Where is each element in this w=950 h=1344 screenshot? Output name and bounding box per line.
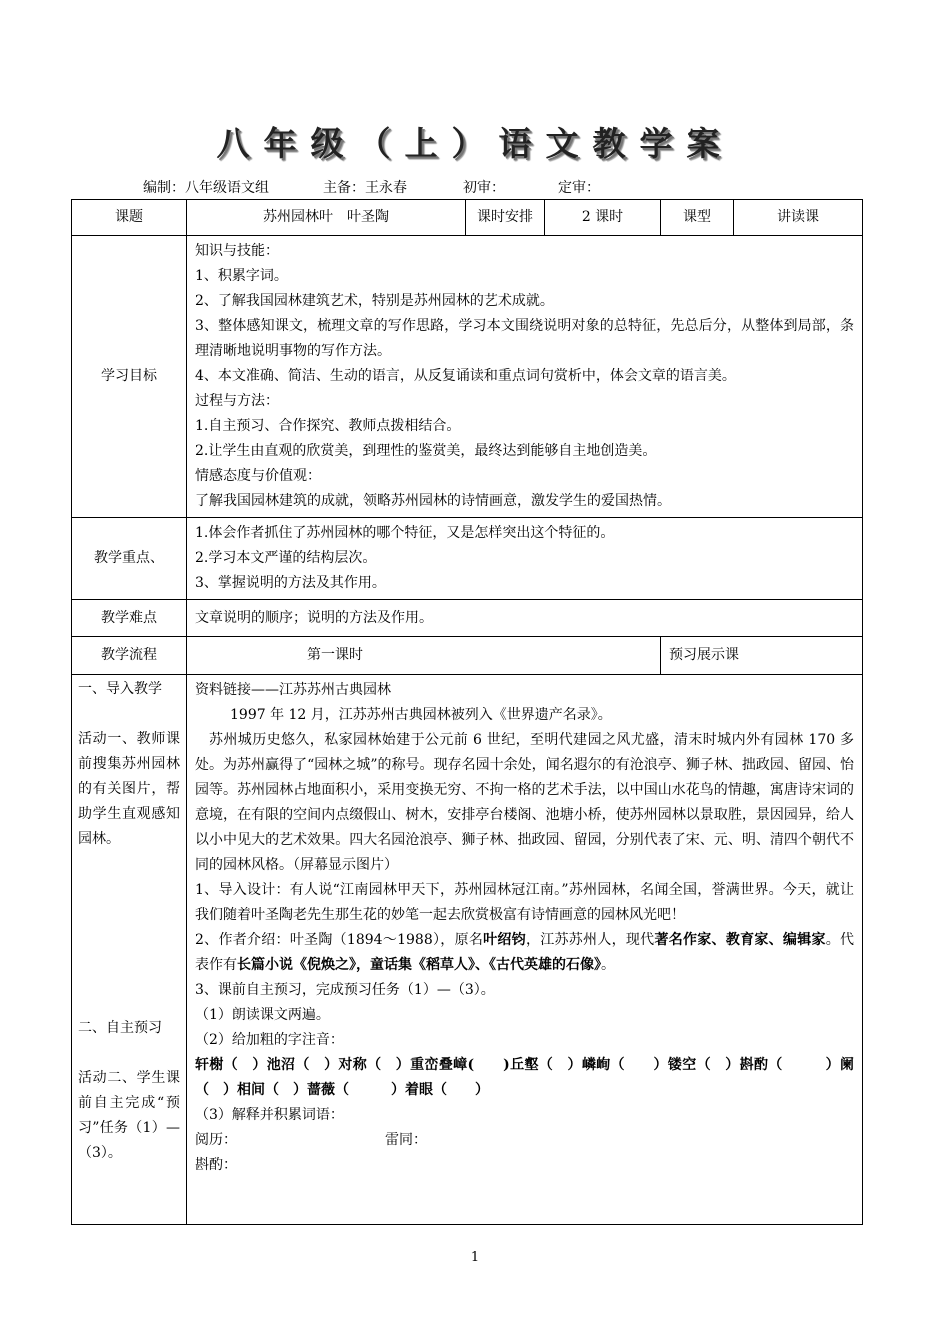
goals-line: 4、本文准确、简洁、生动的语言，从反复诵读和重点词句赏析中，体会文章的语言美。 <box>195 368 736 384</box>
row-difficulties <box>72 600 863 637</box>
flow-label: 教学流程 <box>72 637 187 675</box>
flow-session <box>187 637 661 675</box>
goals-content <box>187 236 863 518</box>
meta-editor: 编制：八年级语文组 <box>143 180 269 196</box>
goals-line: 2、了解我国园林建筑艺术，特别是苏州园林的艺术成就。 <box>195 293 554 309</box>
content-p7: （2）给加粗的字注音： <box>195 1032 344 1048</box>
hours-value: 2 课时 <box>545 200 661 236</box>
content-p9: （3）解释并积累词语： <box>195 1107 344 1123</box>
row-content <box>72 675 863 1225</box>
vocab-zhenzhuo: 斟酌： <box>195 1157 237 1173</box>
key-points-label: 教学重点、 <box>72 518 187 600</box>
goals-line: 1.自主预习、合作探究、教师点拨相结合。 <box>195 418 461 434</box>
meta-review2: 定审： <box>558 180 600 196</box>
content-p5: 3、课前自主预习，完成预习任务（1）—（3）。 <box>195 982 495 998</box>
row-goals <box>72 236 863 518</box>
row-topic <box>72 200 863 236</box>
goals-line: 知识与技能： <box>195 243 279 259</box>
link-title: 资料链接——江苏苏州古典园林 <box>195 682 391 698</box>
activity-one: 活动一、教师课前搜集苏州园林的有关图片，帮助学生直观感知园林。 <box>78 731 180 847</box>
row-key-points <box>72 518 863 600</box>
goals-line: 3、整体感知课文，梳理文章的写作思路，学习本文围绕说明对象的总特征，先总后分，从整体到局部，条理清晰地说明事物的写作方法。 <box>195 318 854 359</box>
flow-session-text: 第一课时 <box>307 647 363 663</box>
goals-line: 过程与方法： <box>195 393 279 409</box>
meta-review1: 初审： <box>463 180 505 196</box>
content-p1: 1997 年 12 月，江苏苏州古典园林被列入《世界遗产名录》。 <box>230 707 612 723</box>
type-label: 课型 <box>661 200 734 236</box>
row-flow <box>72 637 863 675</box>
topic-label: 课题 <box>72 200 187 236</box>
goals-line: 情感态度与价值观： <box>195 468 321 484</box>
difficulties-label: 教学难点 <box>72 600 187 637</box>
topic-value: 苏州园林叶 叶圣陶 <box>187 200 466 236</box>
page-title: 八年级（上）语文教学案 <box>216 124 734 163</box>
section-preview: 二、自主预习 <box>78 1020 162 1036</box>
content-p2: 苏州城历史悠久，私家园林始建于公元前 6 世纪，至明代建园之风尤盛，清末时城内外有园林 170 多处。为苏州赢得了“园林之城”的称号。现存名园十余处，闻名遐尔的有沧浪亭、狮子林、拙政园、留园、怡园等。苏州园林占地面积小，采用变换无穷、不拘一格的艺术手法，以中国山水花鸟的情趣，寓唐诗宋词的意境，在有限的空间内点缀假山、树木，安排亭台楼阁、池塘小桥，使苏州园林以景取胜，景因园异，给人以小中见大的艺术效果。四大名园沧浪亭、狮子林、拙政园、留园，分别代表了宋、元、明、清四个朝代不同的园林风格。（屏幕显示图片） <box>195 732 854 873</box>
key-point-line: 3、掌握说明的方法及其作用。 <box>195 575 386 591</box>
goals-line: 1、积累字词。 <box>195 268 288 284</box>
key-points-content <box>187 518 863 600</box>
content-p4: 2、作者介绍：叶圣陶（1894～1988），原名叶绍钧，江苏苏州人，现代著名作家、教育家、编辑家。代表作有长篇小说《倪焕之》，童话集《稻草人》、《古代英雄的石像》。 <box>195 932 855 973</box>
lesson-plan-table <box>71 199 863 1225</box>
flow-lesson-type: 预习展示课 <box>661 637 863 675</box>
page-number: 1 <box>470 1250 480 1265</box>
main-content <box>187 675 863 1225</box>
difficulties-value: 文章说明的顺序；说明的方法及作用。 <box>187 600 863 637</box>
pinyin-exercise: 轩榭（ ）池沼（ ）对称（ ）重峦叠嶂( )丘壑（ ）嶙峋（ ）镂空（ ）斟酌（ ）阑（ ）相间（ ）蔷薇（ ）着眼（ ） <box>195 1057 854 1098</box>
left-column <box>72 675 187 1225</box>
goals-line: 了解我国园林建筑的成就，领略苏州园林的诗情画意，激发学生的爱国热情。 <box>195 493 671 509</box>
key-point-line: 1.体会作者抓住了苏州园林的哪个特征，又是怎样突出这个特征的。 <box>195 525 615 541</box>
key-point-line: 2.学习本文严谨的结构层次。 <box>195 550 377 566</box>
content-p3: 1、导入设计：有人说“江南园林甲天下，苏州园林冠江南。”苏州园林，名闻全国，誉满世界。今天，就让我们随着叶圣陶老先生那生花的妙笔一起去欣赏极富有诗情画意的园林风光吧！ <box>195 882 854 923</box>
type-value: 讲读课 <box>734 200 863 236</box>
header-meta <box>143 177 600 197</box>
vocab-yueli: 阅历： <box>195 1132 237 1148</box>
section-intro: 一、导入教学 <box>78 681 162 697</box>
meta-lead: 主备：王永春 <box>323 180 407 196</box>
hours-label: 课时安排 <box>466 200 545 236</box>
vocab-leitong: 雷同： <box>385 1132 427 1148</box>
vocab-row <box>195 1128 854 1153</box>
activity-two: 活动二、学生课前自主完成“预习”任务（1）—（3）。 <box>78 1070 180 1161</box>
content-p6: （1）朗读课文两遍。 <box>195 1007 330 1023</box>
goals-label: 学习目标 <box>72 236 187 518</box>
goals-line: 2.让学生由直观的欣赏美，到理性的鉴赏美，最终达到能够自主地创造美。 <box>195 443 657 459</box>
